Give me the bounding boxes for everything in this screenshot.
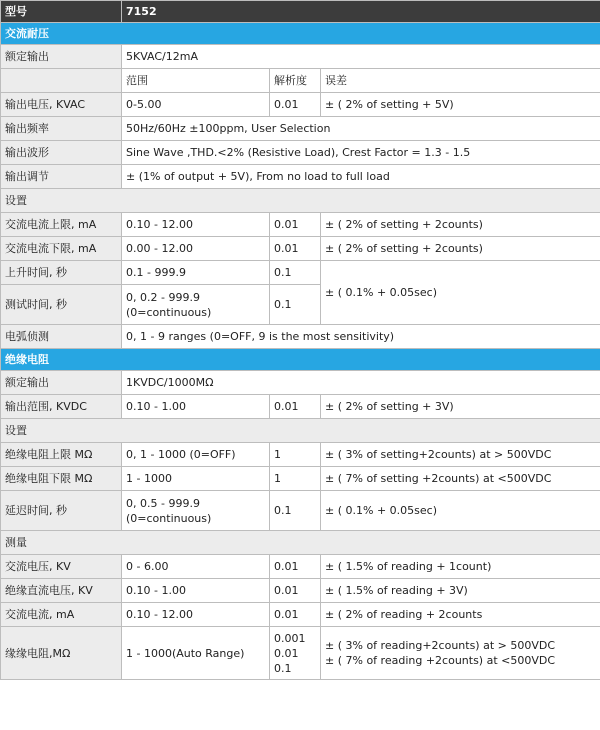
ac-regulation-row: [1, 165, 600, 189]
ir-section-header: [1, 349, 600, 371]
error-cell: ± ( 1.5% of reading + 1count): [321, 555, 600, 579]
row-label: 绝缘电阻上限 MΩ: [1, 443, 122, 467]
resolution-cell: 0.01: [270, 395, 321, 419]
resolution-cell: 0.01: [270, 555, 321, 579]
row-label: 缘缘电阻,MΩ: [1, 627, 122, 680]
range-cell: 1 - 1000: [122, 467, 270, 491]
ac-waveform-row: [1, 141, 600, 165]
row-label: 上升时间, 秒: [1, 261, 122, 285]
range-line-2: (0=continuous): [126, 511, 212, 525]
resolution-cell: 0.01: [270, 213, 321, 237]
range-cell: 0.1 - 999.9: [122, 261, 270, 285]
row-label: 输出波形: [1, 141, 122, 165]
error-cell: ± ( 2% of setting + 2counts): [321, 237, 600, 261]
ac-settings-subheader: [1, 189, 600, 213]
row-label: 测试时间, 秒: [1, 285, 122, 325]
range-cell: 1 - 1000(Auto Range): [122, 627, 270, 680]
model-header-row: [1, 1, 600, 23]
range-cell: 0 - 6.00: [122, 555, 270, 579]
resolution-cell: 0.01: [270, 93, 321, 117]
range-line-2: (0=continuous): [126, 305, 212, 319]
range-cell: [122, 491, 270, 531]
error-line-2: ± ( 7% of reading +2counts) at <500VDC: [325, 654, 556, 667]
resolution-cell: 0.01: [270, 579, 321, 603]
range-cell: 0.10 - 12.00: [122, 603, 270, 627]
column-header-error: 误差: [321, 69, 600, 93]
ir-rated-output-row: [1, 371, 600, 395]
ir-ac-voltage-row: [1, 555, 600, 579]
error-cell: ± ( 2% of setting + 2counts): [321, 213, 600, 237]
resolution-line-3: 0.1: [274, 661, 292, 675]
row-label: 绝缘直流电压, KV: [1, 579, 122, 603]
ac-section-title: 交流耐压: [1, 23, 600, 45]
row-label: 交流电流上限, mA: [1, 213, 122, 237]
row-label: 额定输出: [1, 371, 122, 395]
resolution-cell: 1: [270, 467, 321, 491]
row-label: 绝缘电阻下限 MΩ: [1, 467, 122, 491]
range-cell: 0.10 - 1.00: [122, 579, 270, 603]
resolution-cell: 0.1: [270, 491, 321, 531]
resolution-cell: 1: [270, 443, 321, 467]
row-value: Sine Wave ,THD.<2% (Resistive Load), Crest Factor = 1.3 - 1.5: [122, 141, 600, 165]
ir-resistance-row: [1, 627, 600, 680]
range-cell: 0.10 - 12.00: [122, 213, 270, 237]
error-cell: ± ( 2% of setting + 3V): [321, 395, 600, 419]
row-value: ± (1% of output + 5V), From no load to full load: [122, 165, 600, 189]
resolution-cell: 0.01: [270, 603, 321, 627]
row-label: 输出调节: [1, 165, 122, 189]
range-cell: 0.00 - 12.00: [122, 237, 270, 261]
row-label: 电弧侦测: [1, 325, 122, 349]
subheader-title: 设置: [1, 419, 600, 443]
ir-ac-current-row: [1, 603, 600, 627]
ac-frequency-row: [1, 117, 600, 141]
ir-delay-row: [1, 491, 600, 531]
model-number: 7152: [122, 1, 600, 23]
subheader-title: 测量: [1, 531, 600, 555]
row-label: 输出电压, KVAC: [1, 93, 122, 117]
ir-settings-subheader: [1, 419, 600, 443]
row-label: 交流电流, mA: [1, 603, 122, 627]
resolution-line-1: 0.001: [274, 631, 306, 645]
ac-arc-row: [1, 325, 600, 349]
ir-measure-subheader: [1, 531, 600, 555]
ir-output-range-row: [1, 395, 600, 419]
range-line-1: 0, 0.5 - 999.9: [126, 496, 200, 510]
resolution-cell: [270, 627, 321, 680]
error-line-1: ± ( 3% of reading+2counts) at > 500VDC: [325, 639, 556, 652]
row-label: 输出范围, KVDC: [1, 395, 122, 419]
row-label: 交流电流下限, mA: [1, 237, 122, 261]
resolution-cell: 0.1: [270, 285, 321, 325]
range-cell: 0-5.00: [122, 93, 270, 117]
row-value: 50Hz/60Hz ±100ppm, User Selection: [122, 117, 600, 141]
row-label: 额定输出: [1, 45, 122, 69]
ac-section-header: [1, 23, 600, 45]
ir-hi-limit-row: [1, 443, 600, 467]
row-label: 输出频率: [1, 117, 122, 141]
error-cell: ± ( 1.5% of reading + 3V): [321, 579, 600, 603]
column-header-row: [1, 69, 600, 93]
error-cell: ± ( 0.1% + 0.05sec): [321, 491, 600, 531]
error-cell: ± ( 2% of setting + 5V): [321, 93, 600, 117]
resolution-line-2: 0.01: [274, 646, 299, 660]
resolution-cell: 0.1: [270, 261, 321, 285]
row-label: 交流电压, KV: [1, 555, 122, 579]
error-cell: ± ( 7% of setting +2counts) at <500VDC: [321, 467, 600, 491]
column-header-range: 范围: [122, 69, 270, 93]
subheader-title: 设置: [1, 189, 600, 213]
range-cell: 0, 1 - 1000 (0=OFF): [122, 443, 270, 467]
row-value: 0, 1 - 9 ranges (0=OFF, 9 is the most sensitivity): [122, 325, 600, 349]
ac-ramp-row: [1, 261, 600, 285]
error-cell: ± ( 3% of setting+2counts) at > 500VDC: [321, 443, 600, 467]
ir-lo-limit-row: [1, 467, 600, 491]
resolution-cell: 0.01: [270, 237, 321, 261]
time-error-cell: ± ( 0.1% + 0.05sec): [321, 261, 600, 325]
range-cell: [122, 285, 270, 325]
ac-voltage-row: [1, 93, 600, 117]
ac-lo-limit-row: [1, 237, 600, 261]
range-cell: 0.10 - 1.00: [122, 395, 270, 419]
row-value: 1KVDC/1000MΩ: [122, 371, 600, 395]
ac-hi-limit-row: [1, 213, 600, 237]
blank-cell: [1, 69, 122, 93]
row-label: 延迟时间, 秒: [1, 491, 122, 531]
ir-section-title: 绝缘电阻: [1, 349, 600, 371]
ir-dc-voltage-row: [1, 579, 600, 603]
row-value: 5KVAC/12mA: [122, 45, 600, 69]
column-header-resolution: 解析度: [270, 69, 321, 93]
range-line-1: 0, 0.2 - 999.9: [126, 290, 200, 304]
ac-rated-output-row: [1, 45, 600, 69]
error-cell: [321, 627, 600, 680]
error-cell: ± ( 2% of reading + 2counts: [321, 603, 600, 627]
model-label: 型号: [1, 1, 122, 23]
